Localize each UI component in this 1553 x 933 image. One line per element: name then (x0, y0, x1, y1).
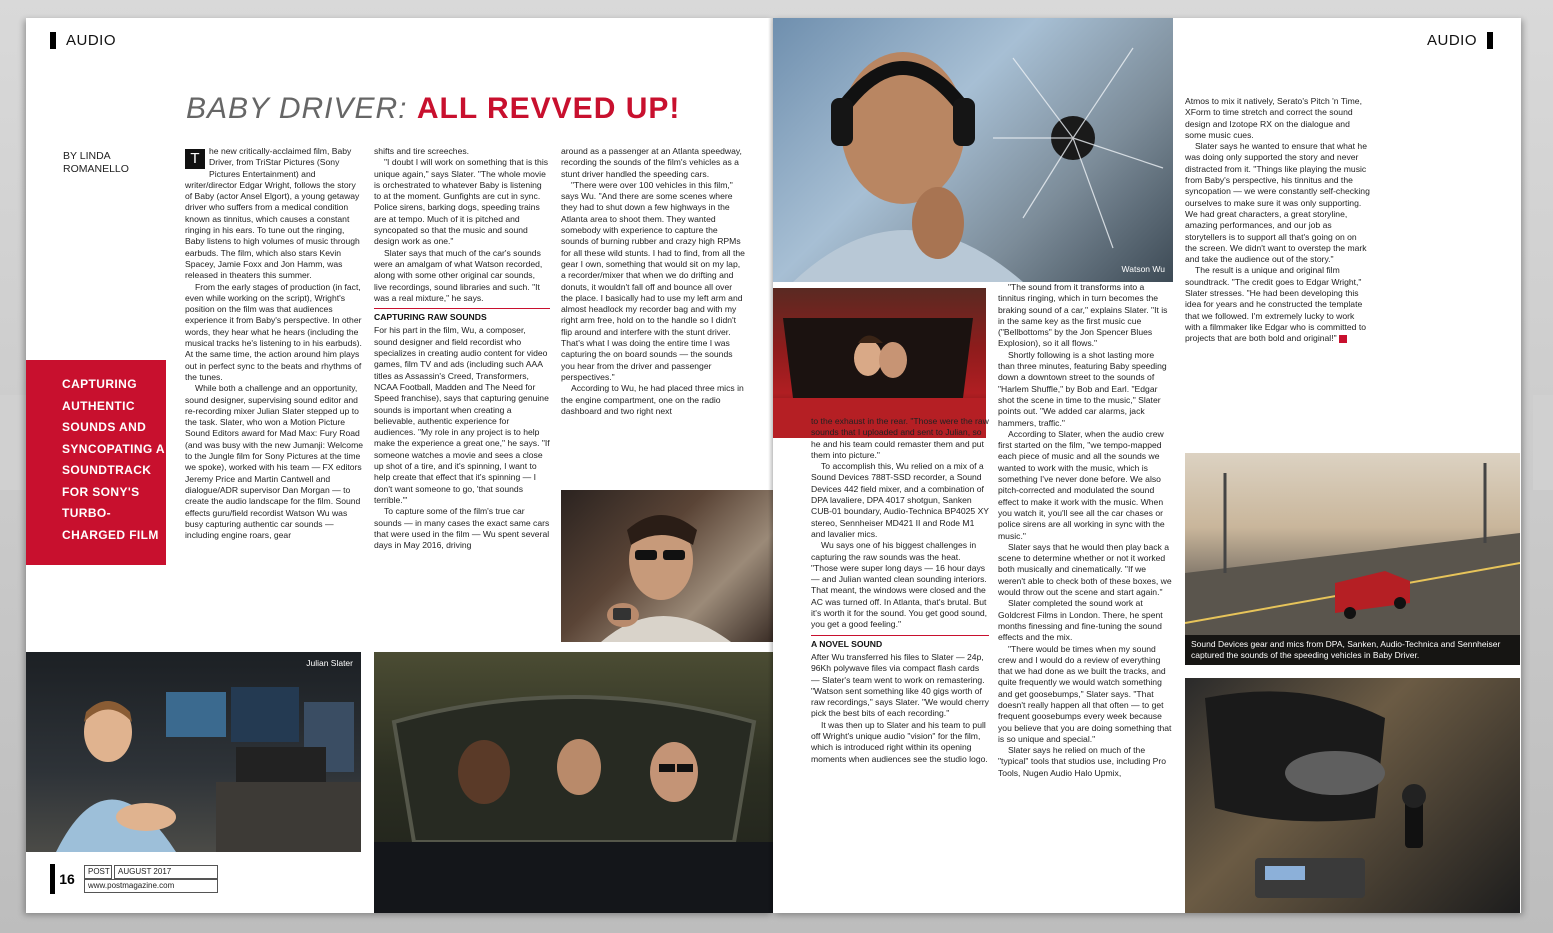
next-page-tab[interactable] (1533, 395, 1553, 490)
paragraph: "There were over 100 vehicles in this film," says Wu. "And there are some scenes where they had to shut down a few highways in the Atlanta area to shoot them. They wanted somebody with experience to capture the sounds of burning rubber and crazy high RPMs for all these wild stunts. I had to find, from all the gear I own, something that would sit on my lap, a recorder/mixer that when we do drifting and donuts, it wouldn't fall off and bounce all over the place. I basically had to use my left arm and almost headlock my recorder bag and with my right arm free, hold on to the handle so I didn't flip around and interfere with the stunt driver. That's what I was doing the entire time I was capturing the on board sounds — the sounds you hear from the driver and passenger perspectives." (561, 179, 745, 382)
article-title (186, 92, 680, 126)
text-column-5 (998, 282, 1173, 858)
photo-car-trio-art (374, 652, 773, 913)
prev-page-tab[interactable] (0, 395, 26, 490)
section-heading: CAPTURING RAW SOUNDS (374, 308, 550, 323)
photo-caption-slater: Julian Slater (306, 658, 353, 668)
paragraph: Slater says that much of the car's sounds were an amalgam of what Watson recorded, along with some other original car sounds, live recordings, sound libraries and such. "It was a real mixture," he says. (374, 247, 543, 303)
paragraph: While both a challenge and an opportunity, sound designer, supervising sound editor and re-recording mixer Julian Slater stepped up to the task. Slater, who won a Motion Picture Sound Editors award for Mad Max: Fury Road (and was busy with the new Jumanji: Welcome to the Jungle film for Sony Pictures at the time we spoke), worked with his team — FX editors Jeremy Price and Martin Cantwell and dialogue/ADR supervisor Dan Morgan — to create the audio landscape for the film. Sound effects guru/field recordist Watson Wu was busy capturing authentic car sounds — including engine roars, gear (185, 383, 364, 541)
end-mark-icon (1339, 335, 1347, 343)
page-folio (50, 864, 218, 894)
paragraph (1185, 265, 1371, 344)
photo-julian-slater (26, 652, 361, 852)
byline: BY LINDA ROMANELLO (63, 150, 129, 175)
text-column-3 (561, 146, 745, 482)
paragraph: around as a passenger at an Atlanta speedway, recording the sounds of the film's vehicles as a stunt driver handled the speeding cars. (561, 146, 742, 179)
paragraph-text: The result is a unique and original film soundtrack. "The credit goes to Edgar Wright," Slater stresses. "He had been developing this idea for years and he constructed the template that we followed. I'm extremely lucky to work with a filmmaker like Edgar who is committed to projects that are both bold and original!" (1185, 265, 1367, 344)
title-prefix: BABY DRIVER: (186, 92, 408, 125)
paragraph: For his part in the film, Wu, a composer, sound designer and field recordist who specializes in creating audio content for video games, film TV and ads (including such AAA titles as Assassin's Creed, Transformers, NCAA Football, Madden and The Need for Speed franchise), says that capturing genuine sounds is important when creating a believable, authentic experience for audiences. "My role in any project is to help make the experience a great one," he says. "If someone watches a movie and sees a close up shot of a tire, and it's spinning, I want to help create that effect that it's spinning — I don't want someone to go, 'that sounds terrible.'" (374, 325, 550, 505)
photo-baby-phone-art (561, 490, 773, 642)
paragraph: "The sound from it transforms into a tinnitus ringing, which in turn becomes the braking sound of a car," explains Slater. "It is in the same key as the first music cue ("Bellbottoms" by the Jon Spencer Blues Explosion), so it all flows." (998, 282, 1168, 349)
paragraph: shifts and tire screeches. (374, 146, 470, 156)
photo-slater-art (26, 652, 361, 852)
paragraph: Atmos to mix it natively, Serato's Pitch 'n Time, XForm to time stretch and correct the sound design and Izotope RX on the dialogue and some music cues. (1185, 96, 1362, 140)
paragraph: he new critically-acclaimed film, Baby Driver, from TriStar Pictures (Sony Pictures Entertainment) and writer/director Edgar Wright, follows the story of Baby (actor Ansel Elgort), a young getaway driver who suffers from a medical condition known as tinnitus, which causes a constant ringing in his ears. To tune out the ringing, Baby listens to high volumes of music through earbuds. The film, which also stars Kevin Spacey, Jamie Foxx and Jon Hamm, was released in theaters this summer. (185, 146, 360, 281)
photo-watson-art (773, 18, 1173, 282)
photo-watson-wu (773, 18, 1173, 282)
paragraph: "I doubt I will work on something that is this unique again," says Slater. "The whole movie is orchestrated to whatever Baby is listening to at the moment. Gunfights are cut in sync. Police sirens, barking dogs, speeding trains are at tempo. Much of it is pitched and syncopated so that the music and sound design work as one." (374, 157, 549, 247)
issue-date: AUGUST 2017 (114, 865, 218, 879)
paragraph: "There would be times when my sound crew and I would do a review of everything that we had done as we built the tracks, and quite frequently we would watch something and get goosebumps," Slater says. "That doesn't really happen all that often — to get frequent goosebumps every week because you believe that you are doing something that is so unique and special." (998, 643, 1172, 744)
photo-baby-phone (561, 490, 773, 642)
photo-car-trio (374, 652, 773, 913)
paragraph: From the early stages of production (in fact, even while working on the script), Wright's position on the film was that audiences experience it from Baby's perspective. In other words, they hear what he hears (including the musical tracks he's listening to in his earbuds). At the same time, the action around him plays out in perfect sync to the beats and rhythms of the tunes. (185, 281, 362, 382)
paragraph: To capture some of the film's true car sounds — in many cases the exact same cars that were used in the film — Wu spent several days in May 2016, driving (374, 506, 550, 551)
text-column-1 (185, 146, 365, 644)
drop-cap: T (185, 149, 205, 169)
photo-gear-art (1185, 678, 1520, 913)
photo-highway-art (1185, 453, 1520, 665)
paragraph: to the exhaust in the rear. "Those were the raw sounds that I uploaded and sent to Julian, so he and his team could remaster them and put them into picture." (811, 416, 989, 460)
paragraph: To accomplish this, Wu relied on a mix of a Sound Devices 788T-SSD recorder, a Sound Devices 442 field mixer, and a combination of DPA lavaliere, DPA 4017 shotgun, Sanken CUB-01 boundary, Audio-Technica BP4025 XY stereo, Sennheiser MD421 II and Rode M1 and lavalier mics. (811, 461, 989, 539)
section-label-right: AUDIO (1427, 32, 1493, 49)
photo-caption-watson: Watson Wu (1121, 264, 1165, 274)
section-label-left: AUDIO (50, 32, 116, 49)
photo-recording-gear (1185, 678, 1520, 913)
paragraph: Slater says he relied on much of the "typical" tools that studios use, including Pro Tools, Nugen Audio Halo Upmix, (998, 745, 1167, 778)
website-link[interactable]: www.postmagazine.com (84, 879, 218, 893)
section-heading: A NOVEL SOUND (811, 635, 989, 650)
right-page (773, 18, 1521, 913)
paragraph: Slater completed the sound work at Goldcrest Films in London. There, he spent months finessing and fine-tuning the sound effects and the mix. (998, 598, 1163, 643)
magazine-name: POST (84, 865, 112, 879)
text-column-4 (811, 416, 989, 856)
pull-quote: CAPTURING AUTHENTIC SOUNDS AND SYNCOPATING A SOUNDTRACK FOR SONY'S TURBO-CHARGED FILM (26, 360, 166, 565)
left-page (26, 18, 773, 913)
photo-caption-highway: Sound Devices gear and mics from DPA, Sanken, Audio-Technica and Sennheiser captured the sounds of the speeding vehicles in Baby Driver. (1185, 635, 1520, 665)
title-main: ALL REVVED UP! (416, 92, 681, 125)
text-column-6 (1185, 96, 1371, 456)
paragraph: Slater says he wanted to ensure that what he was doing only supported the story and never distracted from it. "Things like playing the music from Baby's perspective, his tinnitus and the syncopation — we were constantly self-checking ourselves to make sure it was only supporting. We had great characters, a great storyline, amazing performances, and our job as storytellers is to support all that's going on on the screen. We didn't want to overstep the mark and take the audience out of the story." (1185, 141, 1370, 265)
paragraph: Slater says that he would then play back a scene to determine whether or not it worked both musically and cinematically. "If we weren't able to check both of these boxes, we would throw out the scene and start again." (998, 541, 1172, 598)
page-number: 16 (50, 864, 79, 894)
paragraph: According to Slater, when the audio crew first started on the film, "we tempo-mapped each piece of music and all the sounds we wanted to work with the music, which is something I've never done before. We also pitch-corrected and modulated the sound effect to make it work with the music. When you watch it, you'll see all the car chases or police sirens are all working in sync with the music." (998, 428, 1165, 541)
paragraph: Wu says one of his biggest challenges in capturing the raw sounds was the heat. "Those were super long days — 16 hour days — and Julian wanted clean sounding interiors. That meant, the windows were closed and the AC was turned off. In Atlanta, that's brutal. But it's worth it for the sound. You get good sound, you get a good feeling." (811, 540, 988, 630)
paragraph: According to Wu, he had placed three mics in the engine compartment, one on the radio dashboard and two right next (561, 383, 744, 416)
paragraph: Shortly following is a shot lasting more than three minutes, featuring Baby speeding down a downtown street to the sounds of "Harlem Shuffle," by Bob and Earl. "Edgar shot the scene in time to the music," Slater points out. "We added car alarms, jack hammers, traffic." (998, 349, 1167, 428)
paragraph: It was then up to Slater and his team to pull off Wright's unique audio "vision" for the film, which is introduced right within its opening moments when audiences see the studio logo. (811, 719, 988, 764)
photo-highway-car (1185, 453, 1520, 665)
text-column-2 (374, 146, 550, 644)
paragraph: After Wu transferred his files to Slater — 24p, 96Kh polywave files via compact flash cards — Slater's team went to work on remastering. "Watson sent something like 40 gigs worth of raw recordings," says Slater. "We would cherry pick the best bits of each recording." (811, 651, 989, 719)
